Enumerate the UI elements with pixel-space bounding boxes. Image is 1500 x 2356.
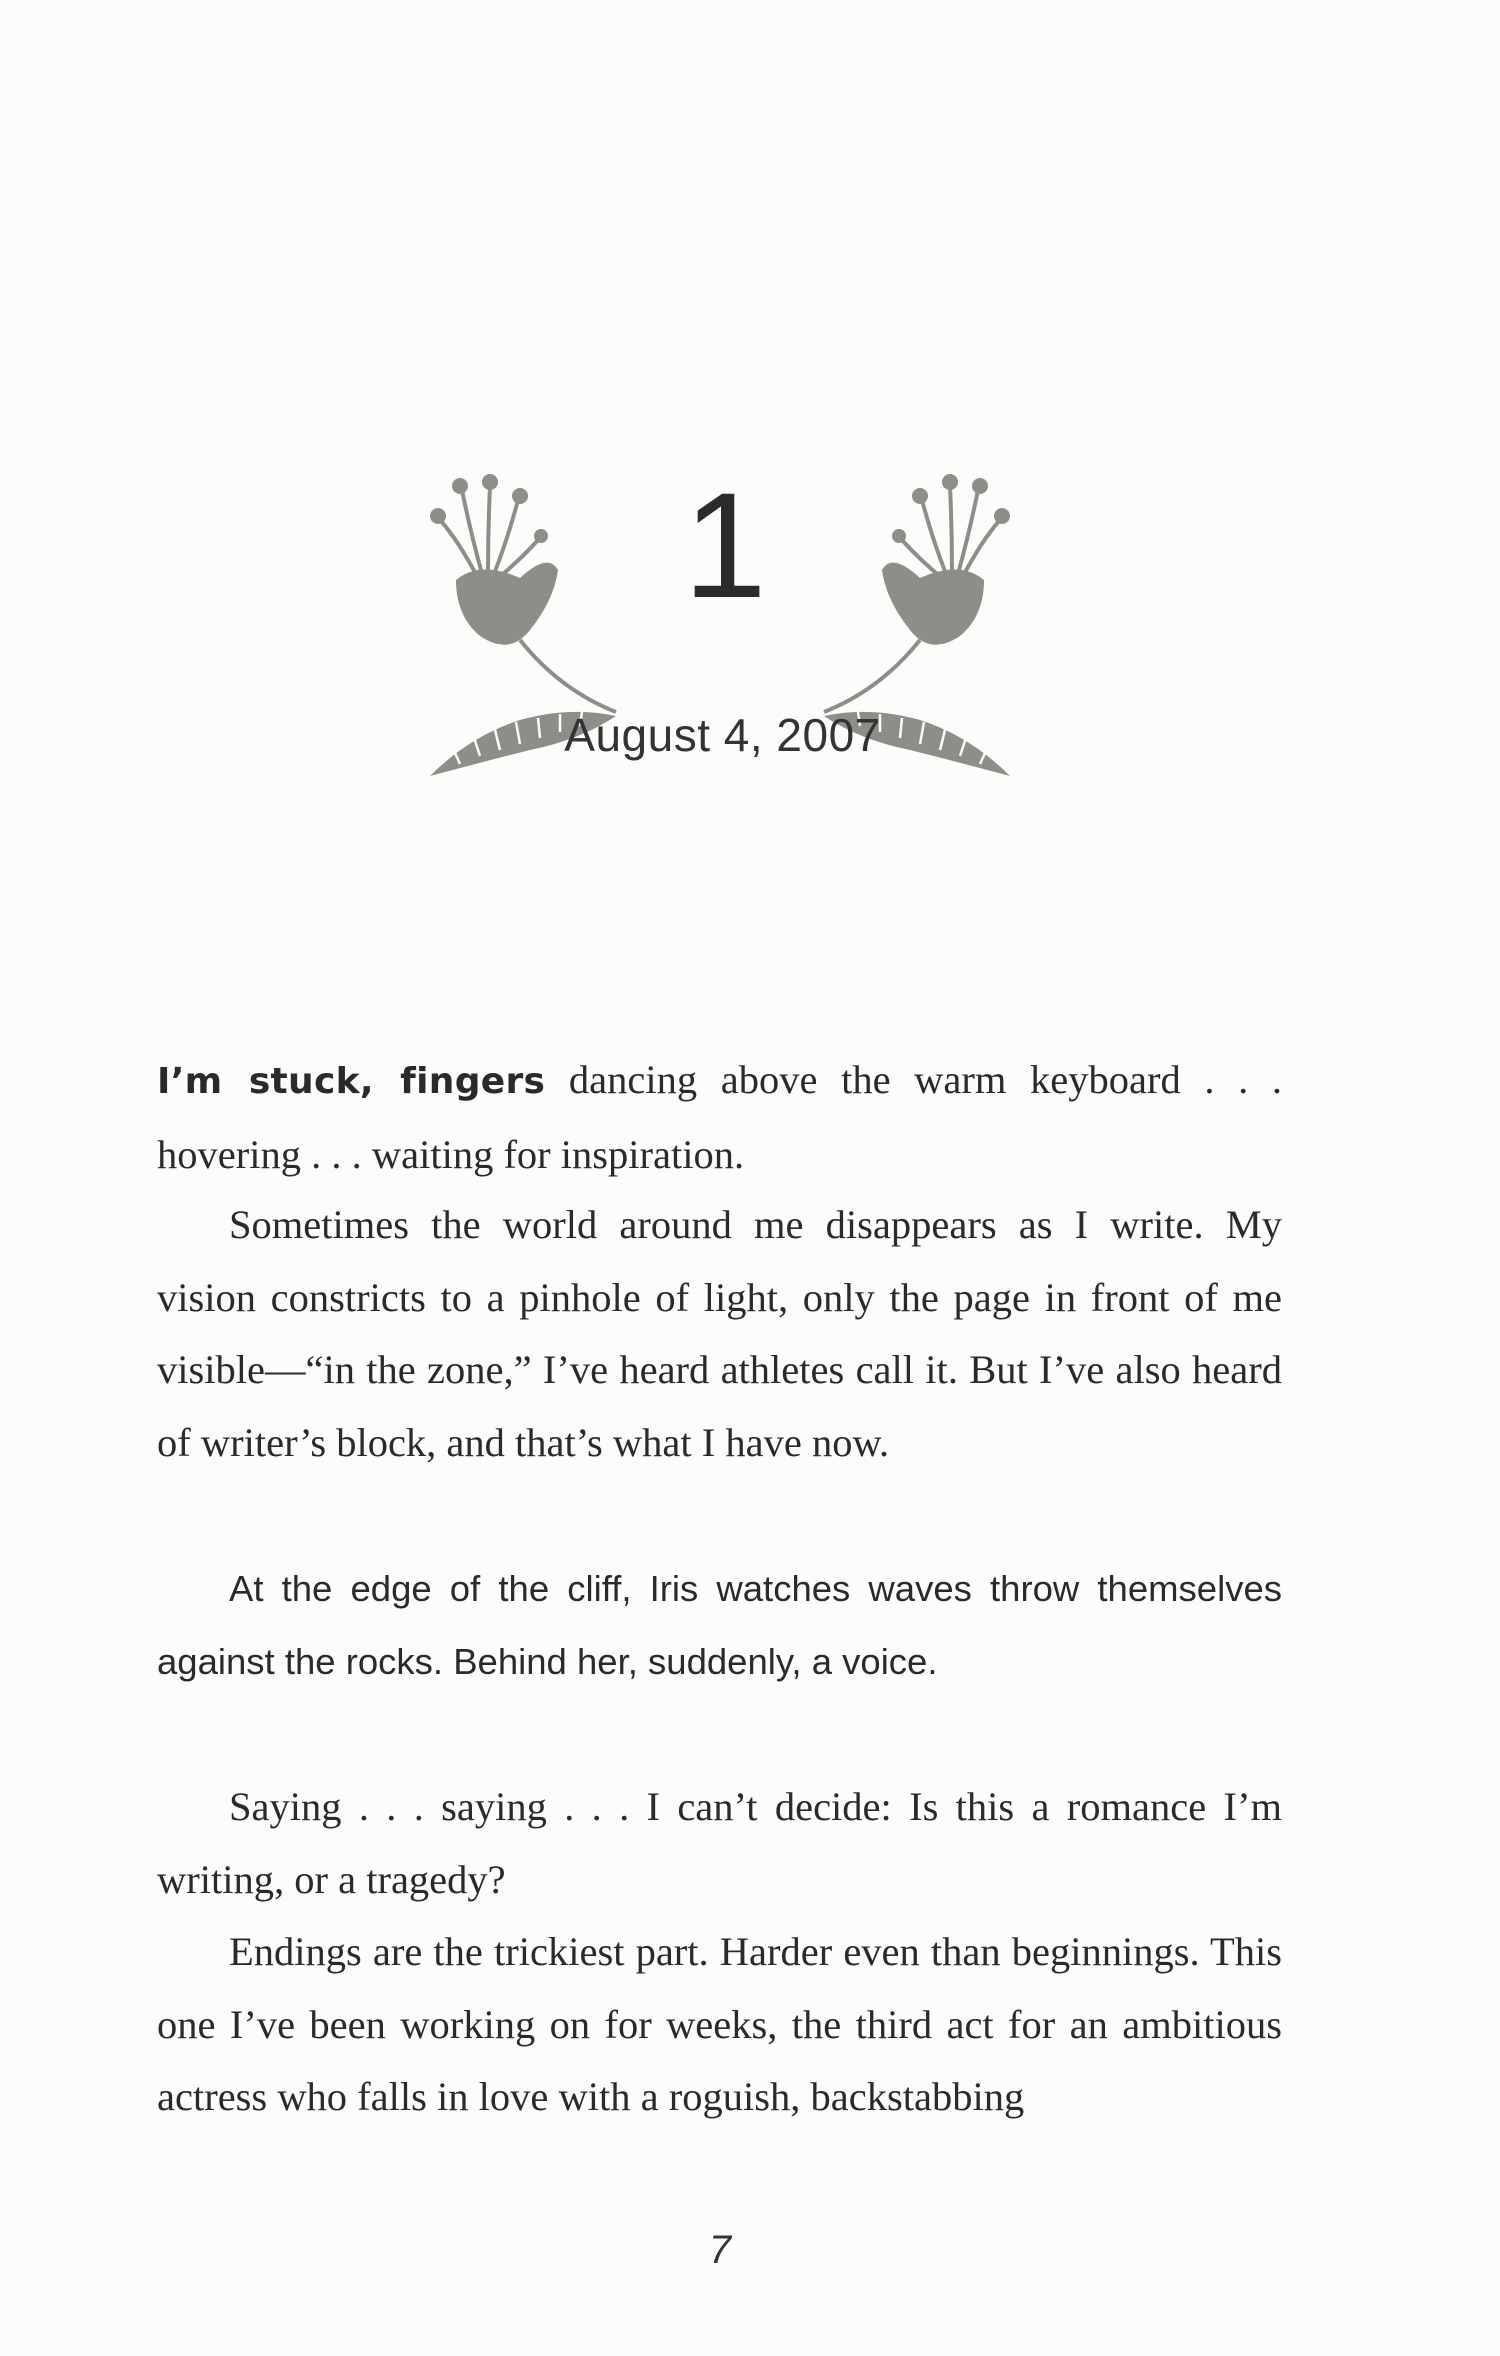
paragraph-1	[157, 1044, 1282, 1191]
paragraph-lead-in: I’m stuck, fingers	[157, 1061, 546, 1102]
paragraph-2: Sometimes the world around me disappears as I write. My vision constricts to a pinhole of light, only the page in front of me visible—“in the zone,” I’ve heard athletes call it. But I’ve also heard of writer’s block, and that’s what I have now.	[157, 1202, 1282, 1465]
chapter-date: August 4, 2007	[564, 709, 881, 761]
manuscript-excerpt: At the edge of the cliff, Iris watches waves throw themselves against the rocks. Behind her, suddenly, a voice.	[157, 1568, 1282, 1682]
paragraph-5: Endings are the trickiest part. Harder even than beginnings. This one I’ve been working on for weeks, the third act for an ambitious actress who falls in love with a roguish, backstabbing	[157, 1929, 1282, 2119]
chapter-number: 1	[683, 461, 767, 629]
page-number: 7	[708, 2228, 732, 2272]
paragraph-4: Saying . . . saying . . . I can’t decide: Is this a romance I’m writing, or a tragedy?	[157, 1784, 1282, 1902]
paragraph-1-text: dancing above the warm keyboard . . . hovering . . . waiting for inspiration.	[157, 1057, 1282, 1177]
